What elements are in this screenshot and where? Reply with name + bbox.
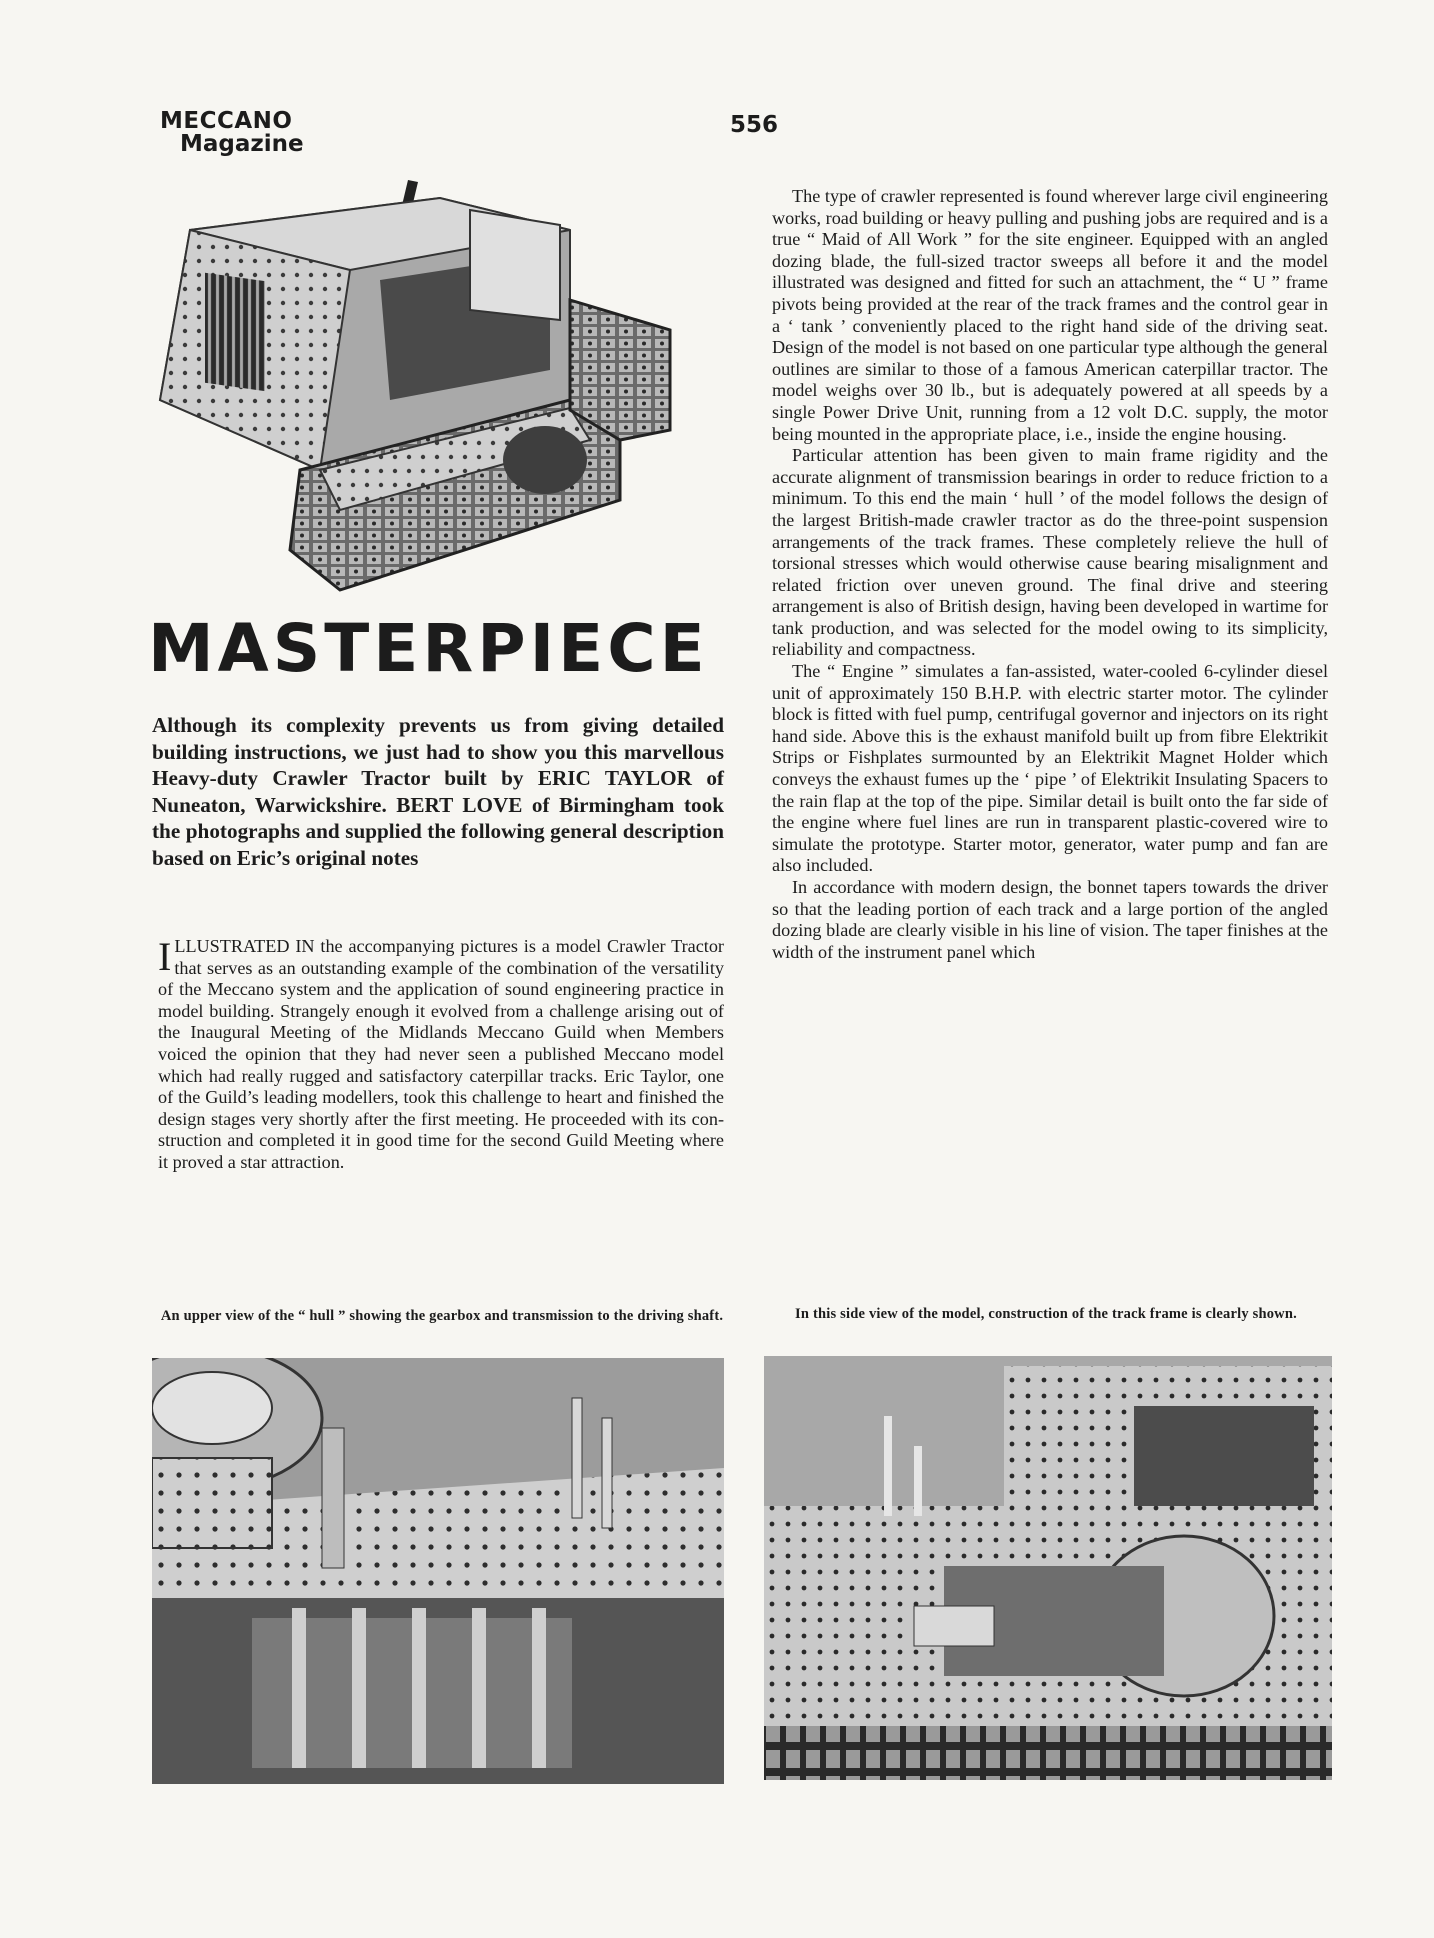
article-headline: MASTERPIECE <box>148 610 709 687</box>
tractor-illustration <box>150 170 730 610</box>
side-view-illustration <box>764 1356 1332 1780</box>
page-number: 556 <box>730 112 779 138</box>
left-column <box>158 936 724 1174</box>
tractor-photo <box>150 170 730 610</box>
left-paragraph-text: LLUSTRATED IN the accompanying pictures is a model Crawler Tractor that serves as an outstanding example of the combination of the versatility of the Meccano system and the application of sound engineering practice in model building. Strangely enough it evolved from a challenge arising out of the Inaugural Meeting of the Midlands Meccano Guild when Members voiced the opinion that they had never seen a published Meccano model which had really rugged and satisfactory caterpillar tracks. Eric Taylor, one of the Guild’s leading modellers, took this challenge to heart and finished the design stages very shortly after the first meeting. He proceeded with its construction and completed it in good time for the second Guild Meeting where it proved a star attraction. <box>158 936 724 1172</box>
masthead <box>160 110 360 156</box>
right-paragraph-3: The “ Engine ” simulates a fan-assisted, water-cooled 6-cylinder diesel unit of approximately 150 B.H.P. with electric starter motor. The cylinder block is fitted with fuel pump, centrifugal governor and injectors on its right hand side. Above this is the exhaust manifold built up from fibre Elektrikit Strips or Fishplates surmounted by an Elektrikit Magnet Holder which conveys the exhaust fumes up the ‘ pipe ’ of Elektrikit Insulating Spacers to the rain flap at the top of the pipe. Similar detail is built onto the far side of the engine where fuel lines are run in transparent plastic-covered wire to simulate the prototype. Starter motor, generator, water pump and fan are also included. <box>772 661 1328 876</box>
caption-right: In this side view of the model, construction of the track frame is clearly shown. <box>795 1306 1297 1322</box>
right-paragraph-1: The type of crawler represented is found wherever large civil engineering works, road building or heavy pulling and pushing jobs are required and is a true “ Maid of All Work ” for the site engineer. Equipped with an angled dozing blade, the full-sized tractor sweeps all before it and the model illustrated was designed and fitted for such an attachment, the “ U ” frame pivots being provided at the rear of the track frames and the control gear in a ‘ tank ’ conveniently placed to the right hand side of the driving seat. Design of the model is not based on one particular type although the general outlines are similar to those of a famous American caterpillar tractor. The model weighs over 30 lb., but is adequately powered at all speeds by a single Power Drive Unit, running from a 12 volt D.C. supply, the motor being mounted in the appropriate place, i.e., inside the engine housing. <box>772 186 1328 444</box>
hull-illustration <box>152 1358 724 1784</box>
side-view-photo <box>764 1356 1332 1780</box>
caption-left: An upper view of the “ hull ” showing the gearbox and transmission to the driving shaft. <box>160 1308 724 1324</box>
right-column <box>772 186 1328 963</box>
right-paragraph-2: Particular attention has been given to main frame rigidity and the accurate alignment of transmission bearings in order to reduce friction to a minimum. To this end the main ‘ hull ’ of the model follows the design of the largest British-made crawler tractor as do the three-point suspension arrangements of the track frames. These completely relieve the hull of torsional stresses which would otherwise cause bearing misalignment and related friction over uneven ground. The final drive and steering arrangement is also of British design, having been developed in wartime for tank production, and was selected for the model owing to its simplicity, reliability and compactness. <box>772 445 1328 660</box>
right-paragraph-4: In accordance with modern design, the bonnet tapers towards the driver so that the leading portion of each track and a large portion of the angled dozing blade are clearly visible in his line of vision. The taper finishes at the width of the instrument panel which <box>772 877 1328 962</box>
drop-cap: I <box>158 934 172 979</box>
masthead-subtitle: Magazine <box>180 131 304 157</box>
masthead-title: MECCANO <box>160 108 293 134</box>
article-standfirst: Although its complexity prevents us from giving detailed building instructions, we just had to show you this marvellous Heavy-duty Crawler Tractor built by ERIC TAYLOR of Nuneaton, Warwickshire. BERT LOVE of Birmingham took the photographs and supplied the following general description based on Eric’s original notes <box>152 713 724 870</box>
hull-photo <box>152 1358 724 1784</box>
left-paragraph <box>158 936 724 1174</box>
